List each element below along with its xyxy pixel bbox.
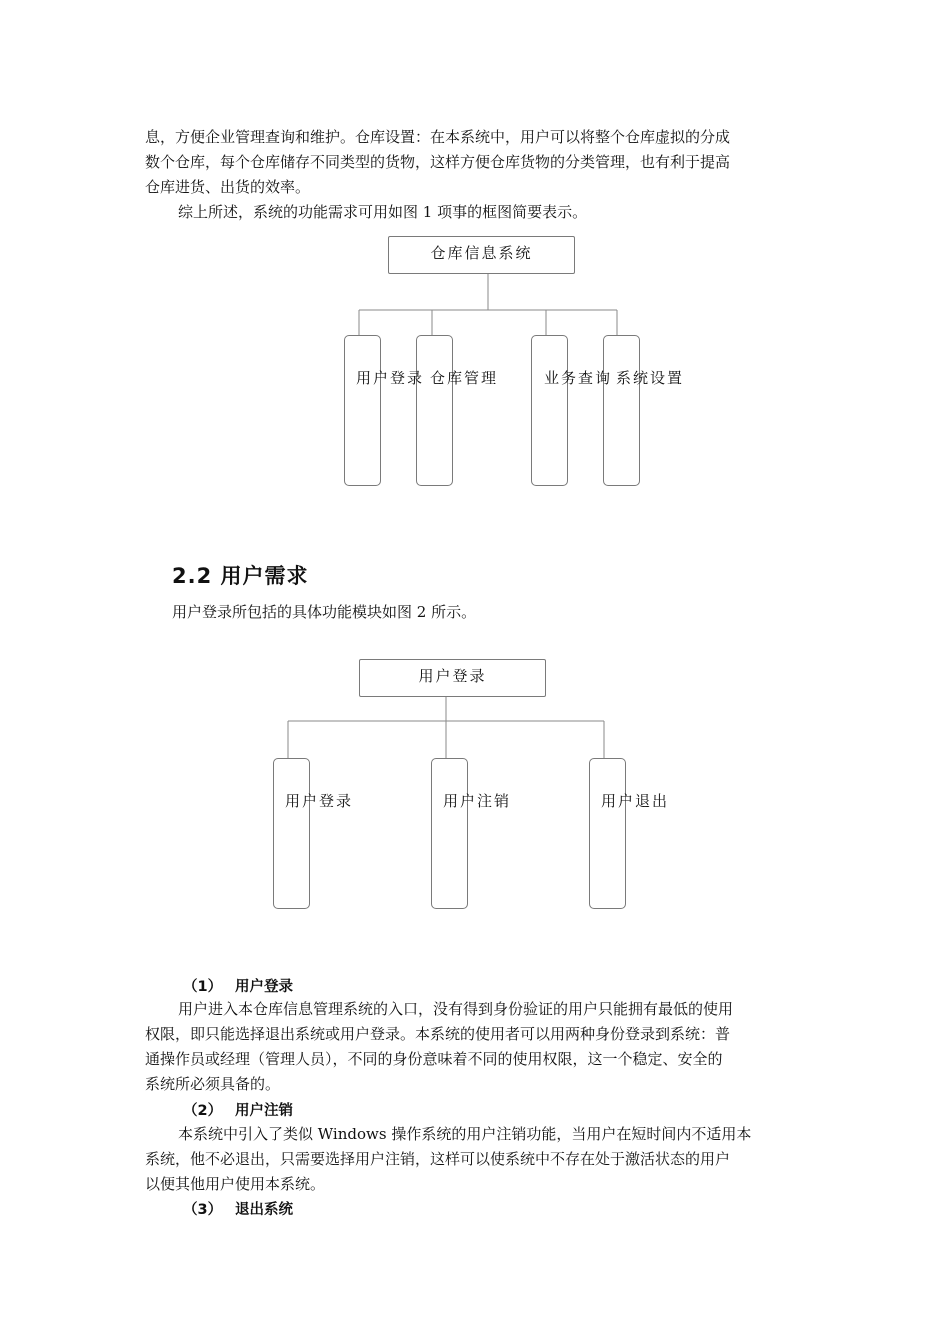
- paragraph-line: 仓库进货、出货的效率。: [145, 178, 311, 196]
- diagram1-label-warehouse-mgmt: 仓库管理: [430, 369, 499, 387]
- paragraph-line: 综上所述，系统的功能需求可用如图 1 项事的框图简要表示。: [178, 203, 588, 221]
- diagram1-root-label: 仓库信息系统: [430, 244, 533, 262]
- diagram1-node-business-query: [531, 335, 568, 486]
- subsection-heading-2: [183, 1099, 293, 1120]
- diagram2-node-user-logout: [431, 758, 468, 909]
- diagram1-node-system-settings: [603, 335, 640, 486]
- subsection-title: 用户登录: [235, 979, 293, 995]
- paragraph-line: 用户登录所包括的具体功能模块如图 2 所示。: [172, 603, 477, 621]
- subsection-number: （1）: [183, 979, 223, 995]
- paragraph-line: 权限，即只能选择退出系统或用户登录。本系统的使用者可以用两种身份登录到系统：普: [145, 1025, 731, 1043]
- diagram1-root-node: [388, 236, 575, 274]
- paragraph-line: 系统所必须具备的。: [145, 1075, 281, 1093]
- diagram1-node-user-login: [344, 335, 381, 486]
- paragraph-line: 系统，他不必退出，只需要选择用户注销，这样可以使系统中不存在处于激活状态的用户: [145, 1150, 731, 1168]
- subsection-number: （2）: [183, 1103, 223, 1119]
- subsection-title: 用户注销: [235, 1103, 293, 1119]
- diagram1-node-warehouse-mgmt: [416, 335, 453, 486]
- paragraph-line: 通操作员或经理（管理人员），不同的身份意味着不同的使用权限，这一个稳定、安全的: [145, 1050, 723, 1068]
- subsection-title: 退出系统: [235, 1202, 293, 1218]
- subsection-number: （3）: [183, 1202, 223, 1218]
- paragraph-line: 用户进入本仓库信息管理系统的入口，没有得到身份验证的用户只能拥有最低的使用: [178, 1000, 734, 1018]
- diagram2-root-node: [359, 659, 546, 697]
- diagram2-label-user-exit: 用户退出: [601, 792, 670, 810]
- paragraph-line: 数个仓库，每个仓库储存不同类型的货物，这样方便仓库货物的分类管理，也有利于提高: [145, 153, 731, 171]
- subsection-heading-1: [183, 975, 293, 996]
- diagram1-label-business-query: 业务查询: [544, 369, 613, 387]
- subsection-heading-3: [183, 1198, 293, 1219]
- paragraph-line: 本系统中引入了类似 Windows 操作系统的用户注销功能，当用户在短时间内不适用本: [178, 1125, 752, 1143]
- paragraph-line: 以便其他用户使用本系统。: [145, 1175, 326, 1193]
- diagram2-node-user-login: [273, 758, 310, 909]
- diagram2-node-user-exit: [589, 758, 626, 909]
- paragraph-line: 息，方便企业管理查询和维护。仓库设置：在本系统中，用户可以将整个仓库虚拟的分成: [145, 128, 731, 146]
- diagram1-label-user-login: 用户登录: [356, 369, 425, 387]
- section-heading: 2.2 用户需求: [172, 564, 309, 588]
- diagram2-label-user-login: 用户登录: [285, 792, 354, 810]
- diagram2-label-user-logout: 用户注销: [443, 792, 512, 810]
- diagram1-label-system-settings: 系统设置: [616, 369, 685, 387]
- diagram2-root-label: 用户登录: [418, 667, 487, 685]
